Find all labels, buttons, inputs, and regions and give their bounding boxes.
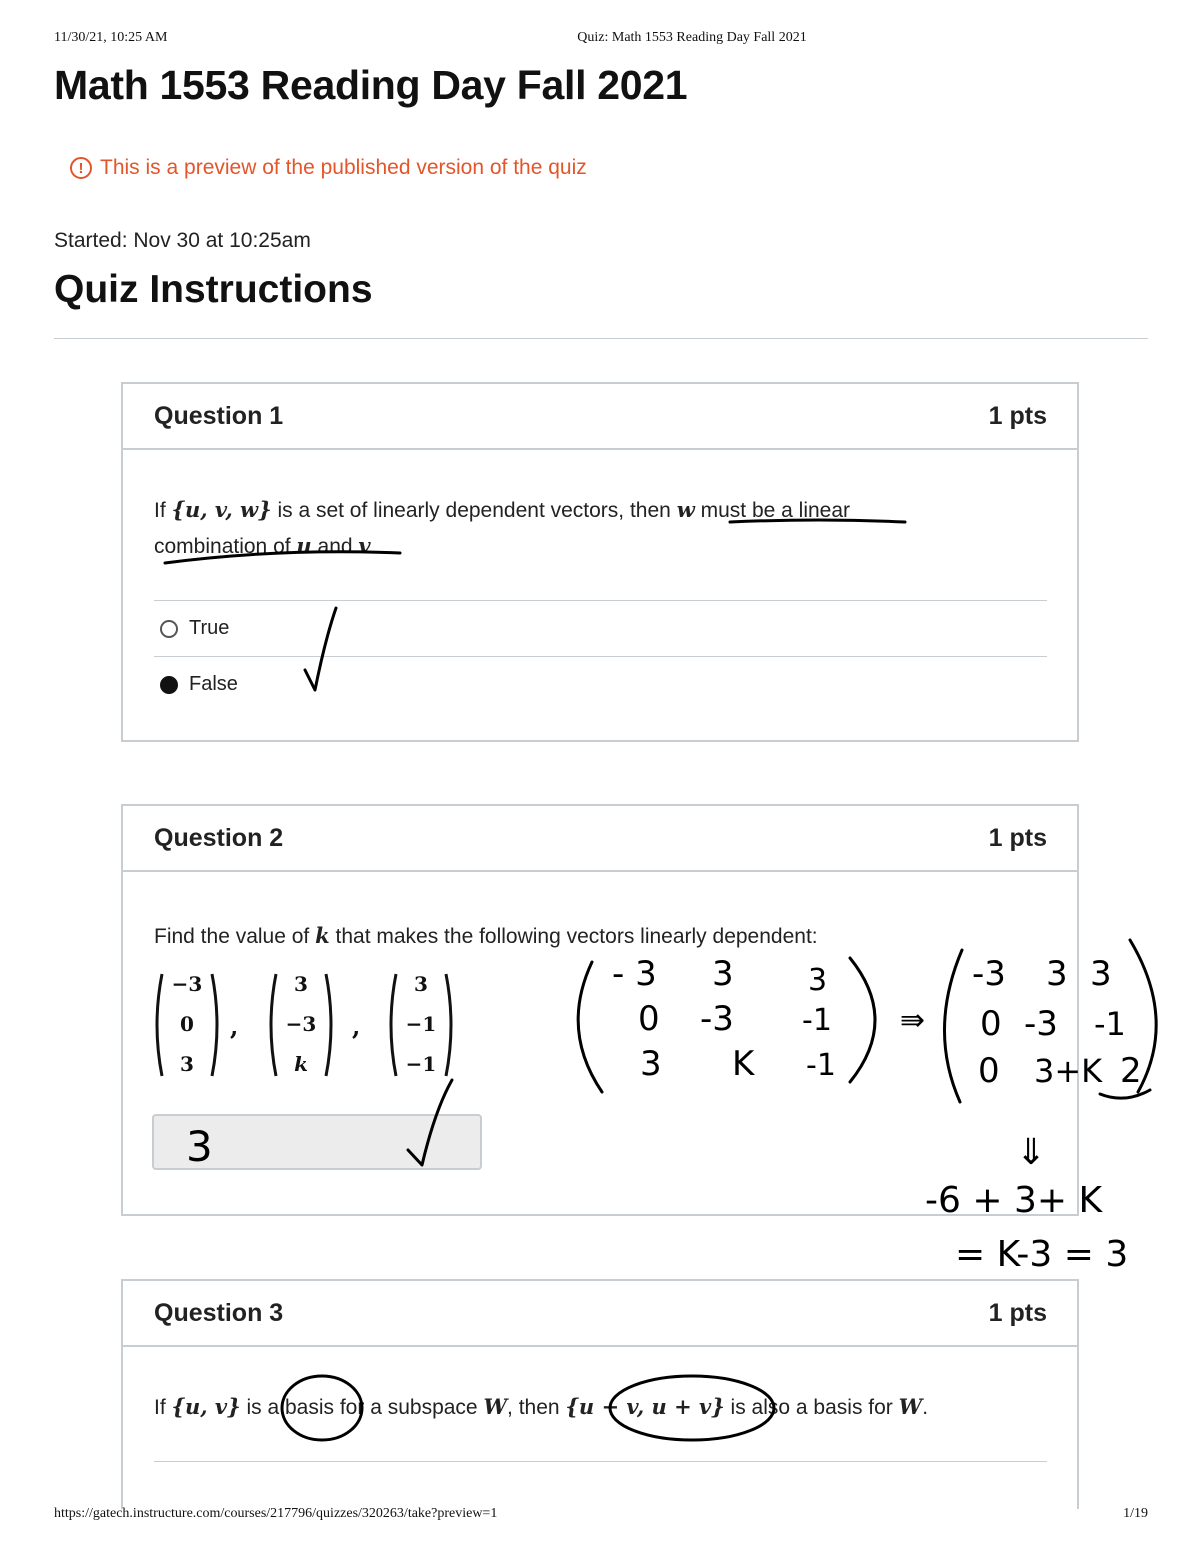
- answer-option-false[interactable]: [154, 656, 1047, 712]
- svg-text:K: K: [732, 1044, 755, 1084]
- paren-bottom: [1100, 1090, 1150, 1098]
- question-body: [123, 1347, 1077, 1462]
- svg-text:0: 0: [638, 999, 660, 1039]
- svg-text:3: 3: [640, 1044, 662, 1084]
- svg-text:3: 3: [808, 963, 828, 998]
- math-var: w: [676, 497, 695, 522]
- svg-text:0: 0: [980, 1004, 1002, 1044]
- question-body: [123, 450, 1077, 712]
- svg-text:3: 3: [712, 954, 734, 994]
- svg-text:2: 2: [1120, 1051, 1142, 1091]
- math-var: u: [296, 533, 312, 558]
- print-page-number: 1/19: [1123, 1506, 1148, 1521]
- vector-2: [266, 970, 336, 1080]
- svg-text:-3: -3: [972, 954, 1006, 994]
- math-set: {u, v, w}: [171, 497, 272, 522]
- radio-button-selected[interactable]: [160, 676, 178, 694]
- svg-text:- 3: - 3: [612, 954, 657, 994]
- warning-icon: !: [70, 157, 92, 179]
- print-datetime: 11/30/21, 10:25 AM: [54, 30, 168, 45]
- question-header: [123, 384, 1077, 450]
- question-body: [123, 872, 1077, 954]
- print-page-title: Quiz: Math 1553 Reading Day Fall 2021: [577, 30, 807, 45]
- svg-text:3+K: 3+K: [1034, 1052, 1103, 1090]
- svg-text:-3: -3: [1024, 1004, 1058, 1044]
- svg-text:3: 3: [1046, 954, 1068, 994]
- question-text: If {u, v, w} is a set of linearly dependent vectors, then w must be a linear combination of u and v: [154, 497, 851, 558]
- question-1: [121, 382, 1079, 742]
- paren-right: [1130, 940, 1156, 1092]
- vector-entry: −1: [405, 1012, 437, 1036]
- handwritten-answer: [154, 1116, 484, 1172]
- started-timestamp: Started: Nov 30 at 10:25am: [54, 229, 311, 252]
- question-header: [123, 1281, 1077, 1347]
- svg-text:0: 0: [978, 1051, 1000, 1091]
- down-arrow: ⇓: [1016, 1132, 1047, 1173]
- svg-text:-1: -1: [802, 1003, 832, 1038]
- handwritten-line-2: = K-3 = 3: [955, 1234, 1129, 1275]
- vector-entry: −3: [171, 972, 203, 996]
- vector-entry: 3: [414, 972, 428, 996]
- answer-label: True: [189, 617, 230, 639]
- svg-text:-3: -3: [700, 999, 734, 1039]
- radio-button[interactable]: [160, 620, 178, 638]
- answer-input[interactable]: [152, 1114, 482, 1170]
- vector-entry: −1: [405, 1052, 437, 1076]
- vector-entry: 3: [180, 1052, 194, 1076]
- svg-text:3: 3: [186, 1122, 213, 1171]
- question-points: 1 pts: [988, 401, 1047, 430]
- svg-text:-1: -1: [806, 1048, 836, 1083]
- divider: [54, 338, 1148, 339]
- quiz-instructions-heading: Quiz Instructions: [54, 268, 373, 311]
- question-text: Find the value of k that makes the following vectors linearly dependent:: [154, 923, 818, 948]
- question-text: If {u, v} is a basis for a subspace W, then {u − v, u + v} is also a basis for W.: [154, 1394, 929, 1419]
- preview-notice: [70, 156, 587, 180]
- answer-option-true[interactable]: [154, 600, 1047, 656]
- print-footer: [0, 1506, 1200, 1526]
- question-points: 1 pts: [988, 823, 1047, 852]
- answer-divider: [154, 1461, 1047, 1462]
- vector-entry: 0: [180, 1012, 194, 1036]
- question-points: 1 pts: [988, 1298, 1047, 1327]
- vector-entry: 3: [294, 972, 308, 996]
- preview-notice-text: This is a preview of the published version of the quiz: [100, 156, 587, 179]
- vector-entry: −3: [285, 1012, 317, 1036]
- question-3: [121, 1279, 1079, 1509]
- question-name: Question 3: [154, 1298, 284, 1327]
- question-header: [123, 806, 1077, 872]
- comma: ,: [230, 1012, 239, 1041]
- handwritten-line-1: -6 + 3+ K: [925, 1180, 1103, 1221]
- vector-3: [386, 970, 456, 1080]
- question-name: Question 2: [154, 823, 284, 852]
- math-var: W: [483, 1394, 508, 1419]
- math-set: {u − v, u + v}: [565, 1394, 725, 1419]
- comma: ,: [352, 1012, 361, 1041]
- math-var: k: [315, 923, 330, 948]
- svg-text:3: 3: [1090, 954, 1112, 994]
- vector-entry: k: [294, 1052, 308, 1076]
- implies-arrow: ⇛: [900, 1003, 926, 1038]
- math-set: {u, v}: [171, 1394, 241, 1419]
- print-url: https://gatech.instructure.com/courses/217796/quizzes/320263/take?preview=1: [54, 1506, 498, 1521]
- question-name: Question 1: [154, 401, 284, 430]
- print-header: [0, 30, 1200, 50]
- vector-1: [152, 970, 222, 1080]
- math-var: W: [898, 1394, 923, 1419]
- page-title: Math 1553 Reading Day Fall 2021: [54, 62, 688, 108]
- math-var: v: [358, 533, 371, 558]
- svg-text:-1: -1: [1094, 1005, 1126, 1043]
- answer-label: False: [189, 673, 238, 695]
